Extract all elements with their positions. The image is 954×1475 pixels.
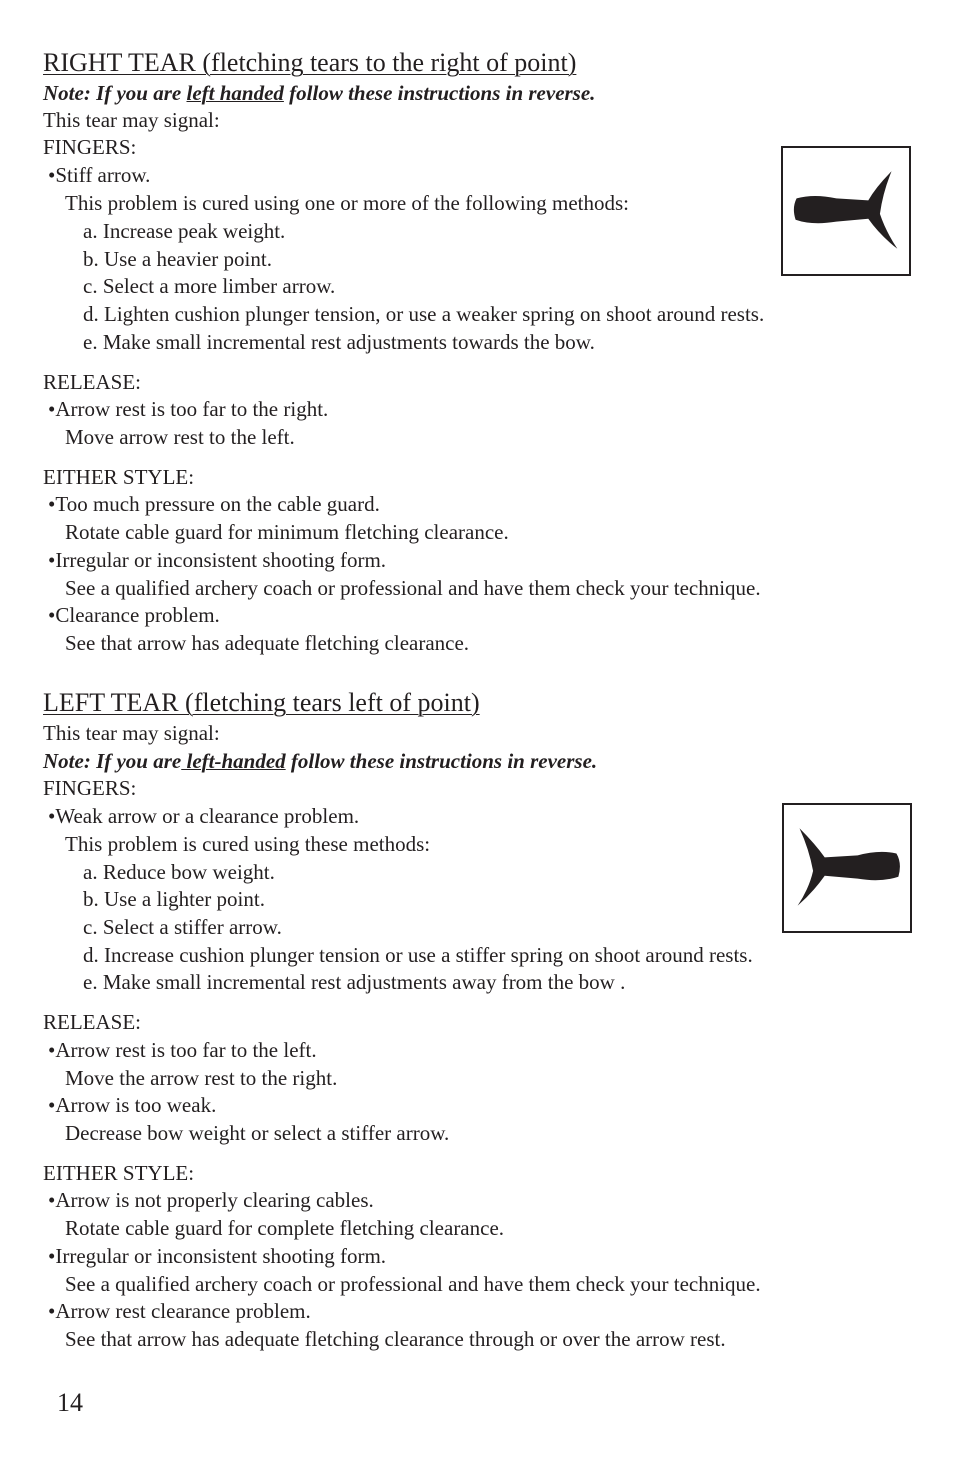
note-prefix: Note: If you are [43,749,182,773]
right-release-fix: Move arrow rest to the left. [65,425,295,449]
right-either-bullet-1: •Too much pressure on the cable guard. [48,492,380,516]
left-fingers-desc: This problem is cured using these methods: [65,832,431,856]
left-fingers-item-c: c. Select a stiffer arrow. [83,915,282,939]
note-suffix: follow these instructions in reverse. [283,81,596,105]
right-tear-pattern-icon [783,148,909,274]
left-tear-note [43,747,597,775]
right-release-label: RELEASE: [43,370,141,394]
right-either-bullet-3: •Clearance problem. [48,603,220,627]
right-fingers-item-b: b. Use a heavier point. [83,247,272,271]
right-tear-illustration [781,146,911,276]
right-fingers-item-c: c. Select a more limber arrow. [83,274,336,298]
right-either-bullet-2: •Irregular or inconsistent shooting form. [48,548,387,572]
note-suffix: follow these instructions in reverse. [285,749,598,773]
note-emphasis: left-handed [181,749,286,773]
left-tear-heading: LEFT TEAR (fletching tears left of point) [43,688,480,717]
left-either-bullet-3: •Arrow rest clearance problem. [48,1299,311,1323]
left-tear-intro: This tear may signal: [43,721,220,745]
right-fingers-item-a: a. Increase peak weight. [83,219,286,243]
right-tear-note [43,79,595,107]
right-tear-heading: RIGHT TEAR (fletching tears to the right of point) [43,48,577,77]
left-fingers-item-d: d. Increase cushion plunger tension or use a stiffer spring on shoot around rests. [83,943,753,967]
right-either-fix-3: See that arrow has adequate fletching clearance. [65,631,470,655]
left-fingers-item-b: b. Use a lighter point. [83,887,265,911]
left-either-bullet-2: •Irregular or inconsistent shooting form. [48,1244,387,1268]
left-either-fix-2: See a qualified archery coach or professional and have them check your technique. [65,1272,761,1296]
left-either-label: EITHER STYLE: [43,1161,195,1185]
right-fingers-label: FINGERS: [43,135,137,159]
right-fingers-bullet: •Stiff arrow. [48,163,151,187]
left-release-bullet-2: •Arrow is too weak. [48,1093,217,1117]
right-fingers-desc: This problem is cured using one or more of the following methods: [65,191,629,215]
right-fingers-item-d: d. Lighten cushion plunger tension, or use a weaker spring on shoot around rests. [83,302,765,326]
left-tear-pattern-icon [784,805,910,931]
left-release-fix-2: Decrease bow weight or select a stiffer arrow. [65,1121,450,1145]
left-either-fix-3: See that arrow has adequate fletching clearance through or over the arrow rest. [65,1327,726,1351]
right-release-bullet: •Arrow rest is too far to the right. [48,397,329,421]
note-emphasis: left handed [186,81,284,105]
right-tear-intro: This tear may signal: [43,108,220,132]
left-fingers-item-a: a. Reduce bow weight. [83,860,275,884]
right-either-fix-2: See a qualified archery coach or professional and have them check your technique. [65,576,761,600]
left-either-fix-1: Rotate cable guard for complete fletching clearance. [65,1216,505,1240]
right-either-fix-1: Rotate cable guard for minimum fletching clearance. [65,520,509,544]
left-release-bullet-1: •Arrow rest is too far to the left. [48,1038,317,1062]
left-release-label: RELEASE: [43,1010,141,1034]
left-either-bullet-1: •Arrow is not properly clearing cables. [48,1188,374,1212]
right-either-label: EITHER STYLE: [43,465,195,489]
left-release-fix-1: Move the arrow rest to the right. [65,1066,338,1090]
left-fingers-item-e: e. Make small incremental rest adjustments away from the bow . [83,970,626,994]
page-number: 14 [57,1388,83,1417]
right-fingers-item-e: e. Make small incremental rest adjustments towards the bow. [83,330,595,354]
note-prefix: Note: If you are [43,81,187,105]
left-fingers-label: FINGERS: [43,776,137,800]
left-fingers-bullet: •Weak arrow or a clearance problem. [48,804,360,828]
left-tear-illustration [782,803,912,933]
